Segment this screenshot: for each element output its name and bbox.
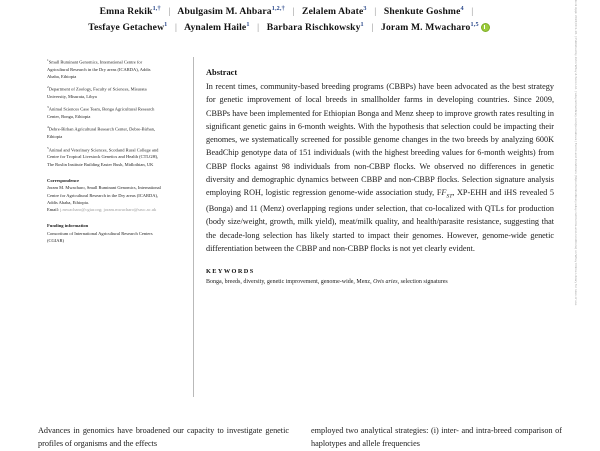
fst-symbol: F: [441, 188, 447, 198]
author-separator: |: [257, 22, 260, 34]
author-affiliation-marker: 1: [360, 21, 364, 29]
abstract-part-1: In recent times, community-based breeding programs (CBBPs) have been advocated as the best strategy for genetic improvement of local breeds in smallholder farms in developing countries. Since 2009, CBBPs have been implemented for Ethiopian Bonga and Menz sheep to improve growth rates resulting in significant genetic gains in 6-month weights. With the hypothesis that selection could be impacting their genomes, we systematically screened for possible genome changes in the two breeds by analyzing 600K BeadChip genotype data of 151 individuals (with the highest breeding values for 6-month weights) from CBBP flocks against 98 individuals from non-CBBP flocks. We observed no differences in genetic diversity and demographic dynamics between CBBP and non-CBBP flocks. Selection signature analysis employing ROH, logistic regression genome-wide association study, F: [206, 82, 554, 198]
author-affiliation-marker: 1,2,†: [271, 5, 285, 12]
body-column-left: [38, 424, 289, 451]
author-name: Emna Rekik: [99, 6, 153, 18]
author-affiliation-marker: 1,†: [152, 5, 161, 12]
keywords-heading: KEYWORDS: [206, 268, 255, 276]
author-name: Barbara Rischkowsky: [266, 22, 361, 34]
author-separator: |: [371, 22, 374, 34]
author-name: Tesfaye Getachew: [88, 22, 165, 34]
affiliation-text: Debre-Birhan Agricultural Research Center, Debre-Birhan, Ethiopia: [47, 126, 155, 140]
author-separator: |: [174, 22, 178, 34]
abstract-part-2: , XP-EHH and iHS revealed 5 (Bonga) and 11 (Menz) overlapping regions under selection, that co-localized with QTLs for production (body size/weight, growth, milk yield), meat/milk quality, and health/parasite resistance, suggesting that the decade-long selection has likely started to impact their genomes. However, genome-wide genetic differentiation between the CBBP and non-CBBP flocks is not yet clearly evident.: [206, 188, 554, 253]
email-address[interactable]: j.mwacharo@cgiar.org; joram.mwacharo@sruc.ac.uk: [60, 207, 157, 213]
abstract-text: [206, 80, 554, 255]
funding-block: [47, 222, 161, 244]
affiliation-text: Animal Sciences Case Team, Bonga Agricultural Research Center, Bonga, Ethiopia: [47, 106, 155, 120]
keywords-species: Ovis aries: [373, 279, 398, 286]
author-separator: |: [292, 6, 295, 18]
funding-heading: Funding information: [47, 223, 89, 229]
author-list: [34, 4, 544, 36]
affiliation-number: 3: [47, 105, 49, 110]
affiliation-number: 4: [47, 125, 49, 130]
author-separator: |: [374, 6, 377, 18]
column-divider: [193, 57, 194, 397]
author-line-1: [34, 4, 544, 20]
author-name: Joram M. Mwacharo: [381, 22, 471, 34]
author-separator: |: [168, 6, 171, 18]
affiliation-text: Department of Zoology, Faculty of Sciences, Misurata University, Misurata, Libya: [47, 86, 147, 100]
affiliation-item: [47, 105, 161, 120]
author-separator: |: [471, 6, 474, 18]
author-name: Aynalem Haile: [184, 22, 247, 34]
body-column-right: [311, 424, 562, 451]
body-text-right: employed two analytical strategies: (i) inter- and intra-breed comparison of haplotypes and allele frequencies: [311, 426, 562, 449]
affiliation-item: [47, 146, 161, 168]
author-name: Abulgasim M. Ahbara: [177, 6, 272, 18]
affiliation-item: [47, 58, 161, 80]
correspondence-block: [47, 177, 161, 214]
keywords-after: , selection signatures: [397, 279, 448, 286]
author-name: Zelalem Abate: [302, 6, 364, 18]
affiliation-text: Animal and Veterinary Sciences, Scotland Rural College and Centre for Tropical Livestock Genetics and Health (CTLGH), The Roslin Institute Building Easter Bush, Midlothian, UK: [47, 147, 159, 167]
metadata-column: [47, 58, 161, 249]
affiliation-number: 1: [47, 58, 49, 62]
affiliation-number: 2: [47, 85, 49, 90]
author-affiliation-marker: 4: [460, 5, 464, 12]
body-columns: [38, 424, 562, 451]
affiliation-text: Small Ruminant Genomics, International Centre for Agricultural Research in the Dry areas (ICARDA), Addis Ababa, Ethiopia: [47, 59, 151, 80]
abstract-heading: Abstract: [206, 68, 238, 77]
email-label: Email:: [47, 207, 59, 213]
author-name: Shenkute Goshme: [383, 6, 461, 18]
orcid-icon[interactable]: [481, 23, 490, 32]
body-text-left: Advances in genomics have broadened our capacity to investigate genetic profiles of organisms and the effects: [38, 426, 289, 449]
author-line-2: [34, 20, 544, 36]
funding-text: Consortium of International Agricultural Research Centers (CGIAR): [47, 230, 153, 244]
correspondence-text: Joram M. Mwacharo, Small Ruminant Genomics, International Centre for Agricultural Research in the Dry areas (ICARDA), Addis Ababa, Ethiopia.: [47, 185, 161, 205]
author-affiliation-marker: 3: [363, 5, 367, 12]
fst-subscript: ST: [446, 193, 453, 200]
affiliation-number: 5: [47, 145, 49, 150]
author-affiliation-marker: 1,5: [470, 21, 479, 29]
keywords-before: Bonga, breeds, diversity, genetic improvement, genome-wide, Menz,: [206, 279, 374, 286]
publisher-side-note: Evol Appl. 2024;00:1-18. | Published by John Wiley & Sons Ltd. | wileyonlinelibrary.com/journal/eva | Terms and Conditions (https://onlinelibrary.wiley.com/terms-and-conditions) on Wiley Online Library for rules of use: [574, 0, 578, 306]
abstract-column: [206, 68, 554, 287]
correspondence-heading: Correspondence: [47, 177, 80, 183]
author-affiliation-marker: 1: [164, 21, 168, 29]
author-affiliation-marker: 1: [246, 21, 250, 29]
keywords-text: [206, 278, 554, 287]
affiliation-item: [47, 125, 161, 140]
affiliation-item: [47, 85, 161, 100]
